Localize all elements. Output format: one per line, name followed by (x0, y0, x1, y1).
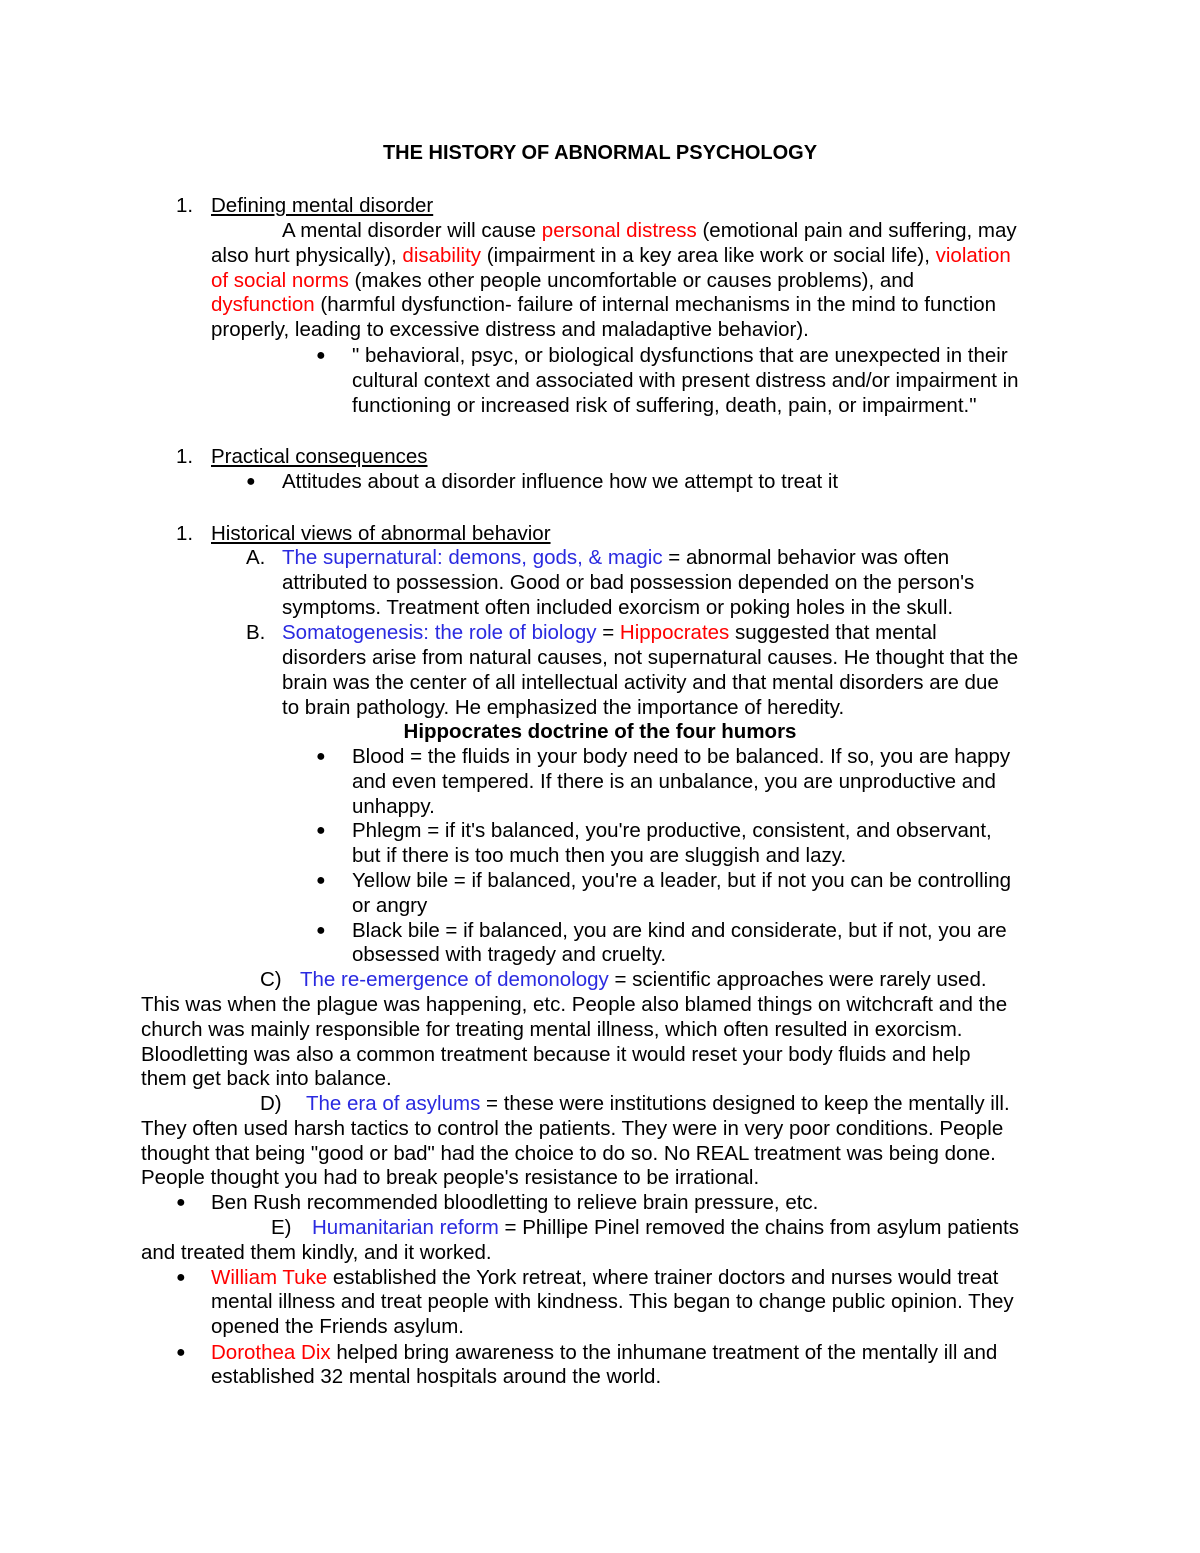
highlight-red: of social norms (211, 269, 349, 292)
paragraph-line: A mental disorder will cause personal distress (emotional pain and suffering, may (282, 219, 1017, 242)
paragraph-line: also hurt physically), disability (impairment in a key area like work or social life), violation (211, 244, 1011, 267)
paragraph-line: Somatogenesis: the role of biology = Hippocrates suggested that mental (282, 621, 937, 644)
list-item: Blood = the fluids in your body need to be balanced. If so, you are happy (352, 745, 1011, 768)
paragraph-line: brain was the center of all intellectual activity and that mental disorders are due (282, 671, 999, 694)
list-item: Ben Rush recommended bloodletting to relieve brain pressure, etc. (211, 1191, 819, 1214)
list-letter: B. (246, 621, 266, 644)
paragraph-line: disorders arise from natural causes, not supernatural causes. He thought that the (282, 646, 1019, 669)
highlight-red: Dorothea Dix (211, 1341, 331, 1364)
section-heading-historical: Historical views of abnormal behavior (211, 522, 551, 545)
list-item: Dorothea Dix helped bring awareness to the inhumane treatment of the mentally ill and (211, 1341, 998, 1364)
bullet-icon: ● (316, 922, 326, 939)
paragraph-line: Humanitarian reform = Phillipe Pinel removed the chains from asylum patients (312, 1216, 1020, 1239)
list-item: Phlegm = if it's balanced, you're productive, consistent, and observant, (352, 819, 992, 842)
bullet-icon: ● (176, 1344, 186, 1361)
list-item: Black bile = if balanced, you are kind and considerate, but if not, you are (352, 919, 1007, 942)
highlight-blue: The supernatural: demons, gods, & magic (282, 546, 663, 569)
highlight-blue: The era of asylums (306, 1092, 481, 1115)
highlight-red: disability (402, 244, 482, 267)
bullet-icon: ● (176, 1194, 186, 1211)
list-item: mental illness and treat people with kindness. This began to change public opinion. They (211, 1290, 1014, 1313)
section-heading-consequences: Practical consequences (211, 445, 428, 468)
subheading-four-humors: Hippocrates doctrine of the four humors (403, 720, 797, 743)
highlight-red: violation (935, 244, 1011, 267)
bullet-icon: ● (316, 872, 326, 889)
section-number: 1. (176, 445, 194, 468)
bullet-icon: ● (316, 347, 326, 364)
quote-line: functioning or increased risk of suffering, death, pain, or impairment." (352, 394, 977, 417)
quote-line: cultural context and associated with present distress and/or impairment in (352, 369, 1019, 392)
quote-line: " behavioral, psyc, or biological dysfunctions that are unexpected in their (352, 344, 1008, 367)
list-letter: A. (246, 546, 266, 569)
paragraph-line: properly, leading to excessive distress and maladaptive behavior). (211, 318, 809, 341)
highlight-red: Hippocrates (619, 621, 730, 644)
bullet-icon: ● (316, 748, 326, 765)
paragraph-line: The re-emergence of demonology = scientific approaches were rarely used. (300, 968, 987, 991)
paragraph-line: of social norms (makes other people uncomfortable or causes problems), and (211, 269, 915, 292)
paragraph-line: attributed to possession. Good or bad possession depended on the person's (282, 571, 975, 594)
highlight-red: William Tuke (211, 1266, 328, 1289)
section-number: 1. (176, 522, 194, 545)
paragraph-line: to brain pathology. He emphasized the importance of heredity. (282, 696, 845, 719)
list-item: or angry (352, 894, 428, 917)
highlight-blue: The re-emergence of demonology (300, 968, 609, 991)
paragraph-line: thought that being "good or bad" had the choice to do so. No REAL treatment was being done. (141, 1142, 996, 1165)
bullet-icon: ● (246, 473, 256, 490)
paragraph-line: and treated them kindly, and it worked. (141, 1241, 492, 1264)
paragraph-line: church was mainly responsible for treating mental illness, which often resulted in exorcism. (141, 1018, 963, 1041)
section-number: 1. (176, 194, 194, 217)
highlight-blue: Somatogenesis: the role of biology (282, 621, 597, 644)
bullet-icon: ● (176, 1269, 186, 1286)
paragraph-line: Bloodletting was also a common treatment because it would reset your body fluids and help (141, 1043, 971, 1066)
list-item: William Tuke established the York retreat, where trainer doctors and nurses would treat (211, 1266, 999, 1289)
highlight-blue: Humanitarian reform (312, 1216, 499, 1239)
page-title: THE HISTORY OF ABNORMAL PSYCHOLOGY (382, 142, 818, 164)
paragraph-line: The era of asylums = these were institutions designed to keep the mentally ill. (306, 1092, 1010, 1115)
paragraph-line: symptoms. Treatment often included exorcism or poking holes in the skull. (282, 596, 954, 619)
list-item: Yellow bile = if balanced, you're a leader, but if not you can be controlling (352, 869, 1012, 892)
list-item: established 32 mental hospitals around the world. (211, 1365, 662, 1388)
list-letter: D) (260, 1092, 282, 1115)
list-item: but if there is too much then you are sluggish and lazy. (352, 844, 847, 867)
paragraph-line: The supernatural: demons, gods, & magic = abnormal behavior was often (282, 546, 950, 569)
list-letter: C) (260, 968, 282, 991)
list-item: obsessed with tragedy and cruelty. (352, 943, 667, 966)
list-letter: E) (271, 1216, 292, 1239)
list-item: unhappy. (352, 795, 435, 818)
section-heading-defining: Defining mental disorder (211, 194, 434, 217)
paragraph-line: This was when the plague was happening, etc. People also blamed things on witchcraft and the (141, 993, 1008, 1016)
list-item: Attitudes about a disorder influence how we attempt to treat it (282, 470, 839, 493)
paragraph-line: People thought you had to break people's resistance to be irrational. (141, 1166, 760, 1189)
paragraph-line: They often used harsh tactics to control the patients. They were in very poor conditions. People (141, 1117, 1004, 1140)
paragraph-line: dysfunction (harmful dysfunction- failure of internal mechanisms in the mind to function (211, 293, 997, 316)
highlight-red: personal distress (541, 219, 697, 242)
list-item: and even tempered. If there is an unbalance, you are unproductive and (352, 770, 996, 793)
list-item: opened the Friends asylum. (211, 1315, 464, 1338)
paragraph-line: them get back into balance. (141, 1067, 392, 1090)
bullet-icon: ● (316, 822, 326, 839)
highlight-red: dysfunction (211, 293, 315, 316)
